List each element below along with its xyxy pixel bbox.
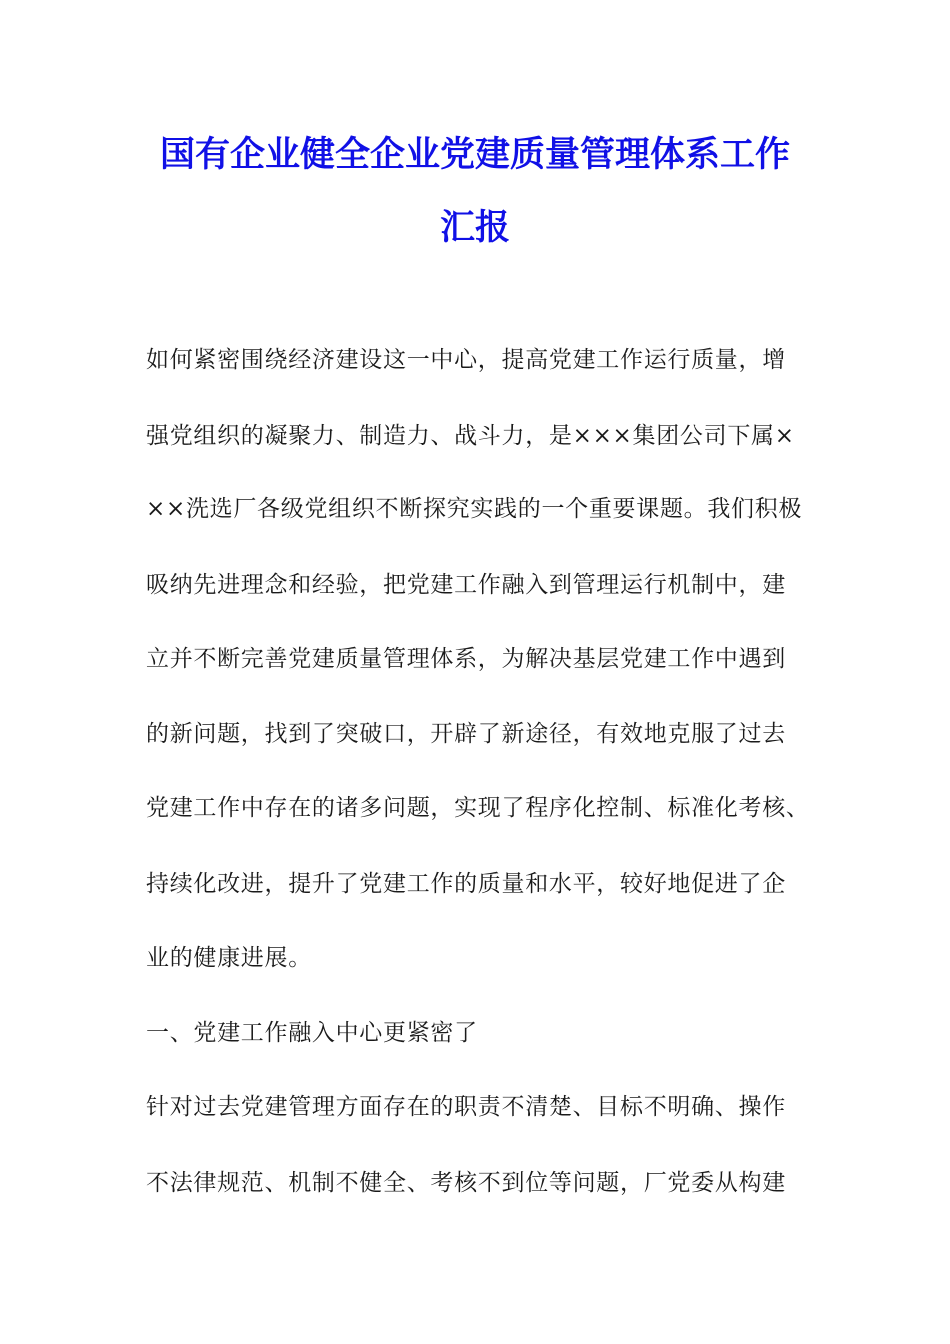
body-line-10: 针对过去党建管理方面存在的职责不清楚、目标不明确、操作: [146, 1094, 786, 1120]
body-line-9: 业的健康进展。: [146, 945, 312, 971]
section-heading-1: 一、党建工作融入中心更紧密了: [146, 1020, 478, 1046]
body-line-2: 强党组织的凝聚力、制造力、战斗力，是×××集团公司下属×: [146, 423, 795, 449]
body-line-4: 吸纳先进理念和经验，把党建工作融入到管理运行机制中，建: [146, 572, 786, 598]
body-line-6: 的新问题，找到了突破口，开辟了新途径，有效地克服了过去: [146, 721, 786, 747]
body-line-5: 立并不断完善党建质量管理体系，为解决基层党建工作中遇到: [146, 646, 786, 672]
body-line-8: 持续化改进，提升了党建工作的质量和水平，较好地促进了企: [146, 871, 786, 897]
body-line-3: ××洗选厂各级党组织不断探究实践的一个重要课题。我们积极: [146, 496, 803, 522]
document-title-line-2: 汇报: [439, 208, 510, 248]
document-title-line-1: 国有企业健全企业党建质量管理体系工作: [159, 135, 790, 175]
body-line-1: 如何紧密围绕经济建设这一中心，提高党建工作运行质量，增: [146, 347, 786, 373]
body-line-11: 不法律规范、机制不健全、考核不到位等问题，厂党委从构建: [146, 1170, 786, 1196]
body-line-7: 党建工作中存在的诸多问题，实现了程序化控制、标准化考核、: [146, 795, 810, 821]
